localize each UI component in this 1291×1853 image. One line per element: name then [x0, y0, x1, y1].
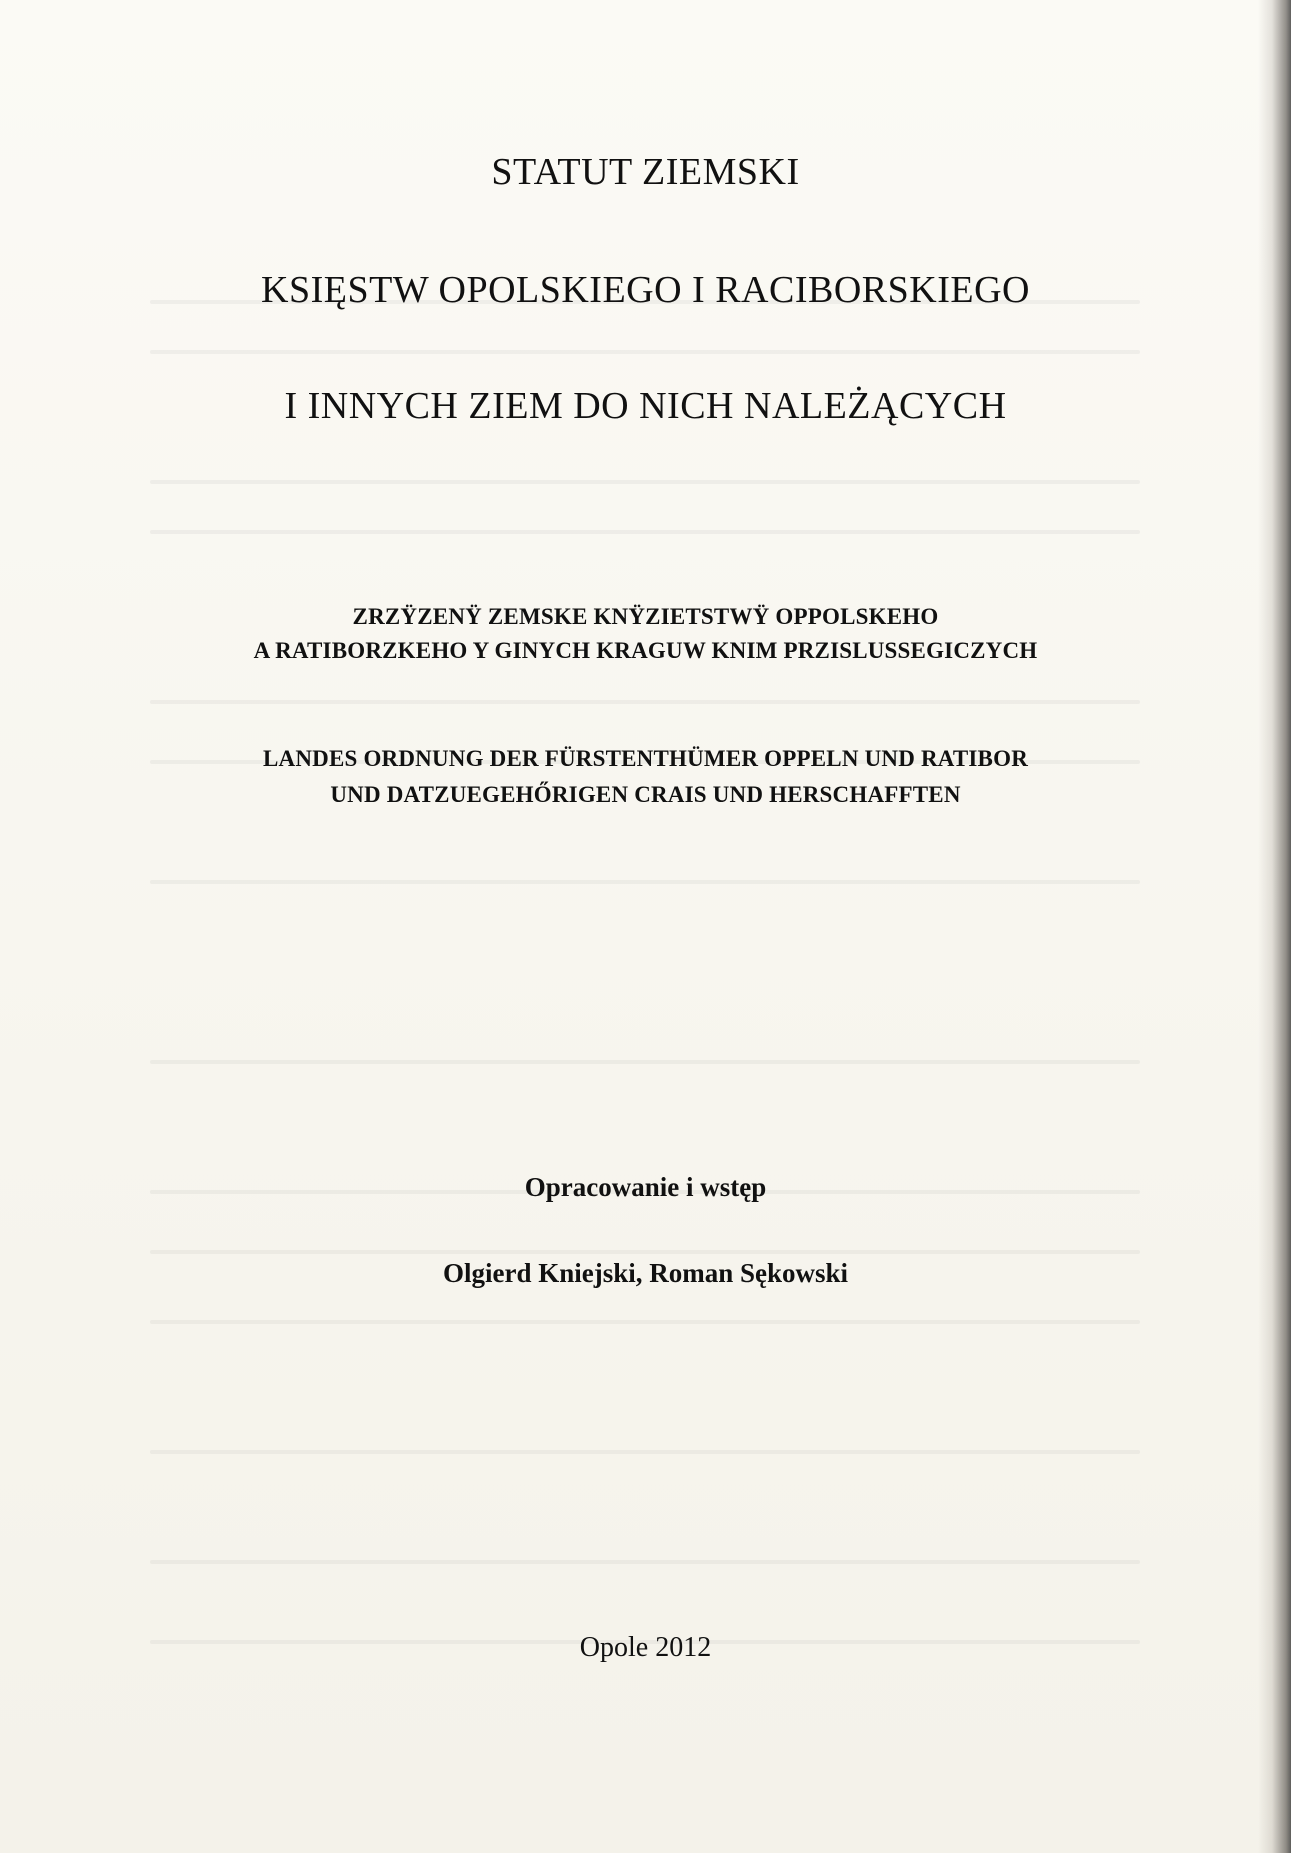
show-through-line	[150, 880, 1140, 884]
show-through-line	[150, 700, 1140, 704]
german-title-line-1: LANDES ORDNUNG DER FÜRSTENTHÜMER OPPELN UND RATIBOR	[263, 746, 1028, 771]
czech-title-line-2: A RATIBORZKEHO Y GINYCH KRAGUW KNIM PRZISLUSSEGICZYCH	[253, 638, 1038, 663]
show-through-line	[150, 530, 1140, 534]
show-through-line	[150, 480, 1140, 484]
main-title-line-1: STATUT ZIEMSKI	[491, 151, 800, 193]
show-through-line	[150, 1250, 1140, 1254]
credits-authors: Olgierd Kniejski, Roman Sękowski	[442, 1258, 849, 1288]
main-title-line-3: I INNYCH ZIEM DO NICH NALEŻĄCYCH	[284, 385, 1007, 427]
show-through-line	[150, 1320, 1140, 1324]
show-through-line	[150, 350, 1140, 354]
main-title-line-2: KSIĘSTW OPOLSKIEGO I RACIBORSKIEGO	[261, 269, 1030, 311]
imprint-place-year: Opole 2012	[579, 1632, 712, 1663]
credits-label: Opracowanie i wstęp	[524, 1172, 767, 1202]
show-through-line	[150, 1060, 1140, 1064]
show-through-line	[150, 1560, 1140, 1564]
show-through-line	[150, 1450, 1140, 1454]
german-title-line-2: UND DATZUEGEHŐRIGEN CRAIS UND HERSCHAFFTEN	[330, 782, 961, 807]
czech-title-line-1: ZRZŸZENŸ ZEMSKE KNŸZIETSTWŸ OPPOLSKEHO	[352, 604, 939, 629]
